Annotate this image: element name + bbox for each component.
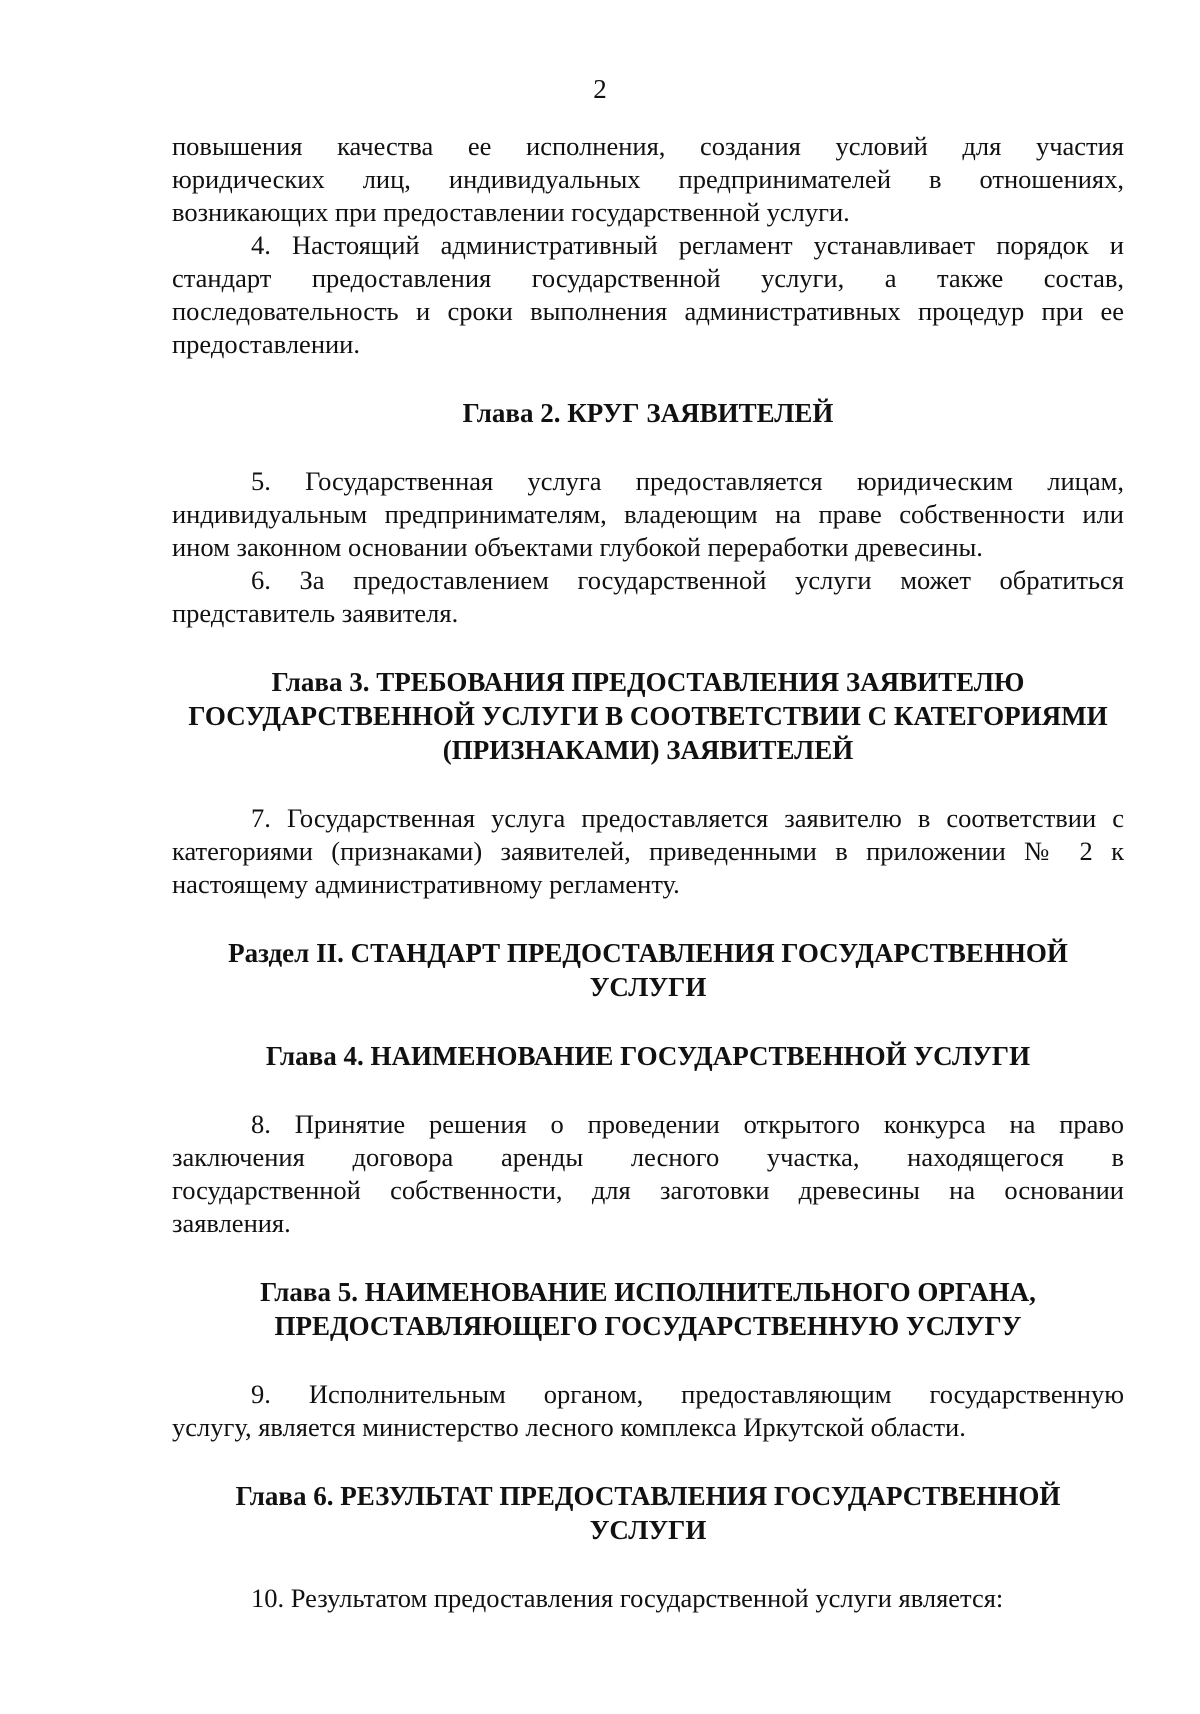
text-line: 7. Государственная услуга предоставляется заявителю в соответствии с <box>251 803 1124 833</box>
heading-line: Глава 2. КРУГ ЗАЯВИТЕЛЕЙ <box>462 398 834 428</box>
heading-line: ГОСУДАРСТВЕННОЙ УСЛУГИ В СООТВЕТСТВИИ С КАТЕГОРИЯМИ <box>188 701 1108 731</box>
text-line: 5. Государственная услуга предоставляется юридическим лицам, <box>251 466 1124 496</box>
heading-line: Глава 5. НАИМЕНОВАНИЕ ИСПОЛНИТЕЛЬНОГО ОРГАНА, <box>260 1277 1036 1307</box>
chapter-5-heading <box>172 1275 1124 1343</box>
text-line: заявления. <box>172 1208 291 1238</box>
heading-line: Глава 6. РЕЗУЛЬТАТ ПРЕДОСТАВЛЕНИЯ ГОСУДАРСТВЕННОЙ <box>235 1481 1061 1511</box>
heading-line: УСЛУГИ <box>589 972 707 1002</box>
chapter-6-heading <box>172 1479 1124 1547</box>
text-line: 6. За предоставлением государственной услуги может обратиться <box>251 565 1124 595</box>
heading-line: ПРЕДОСТАВЛЯЮЩЕГО ГОСУДАРСТВЕННУЮ УСЛУГУ <box>274 1311 1022 1341</box>
heading-line: Раздел II. СТАНДАРТ ПРЕДОСТАВЛЕНИЯ ГОСУДАРСТВЕННОЙ <box>228 938 1068 968</box>
paragraph-continuation <box>172 130 1124 229</box>
text-line: стандарт предоставления государственной услуги, а также состав, <box>172 263 1124 293</box>
text-line: юридических лиц, индивидуальных предпринимателей в отношениях, <box>172 164 1124 194</box>
heading-line: Глава 4. НАИМЕНОВАНИЕ ГОСУДАРСТВЕННОЙ УСЛУГИ <box>265 1041 1031 1071</box>
text-line: последовательность и сроки выполнения административных процедур при ее <box>172 296 1124 326</box>
chapter-4-heading <box>172 1039 1124 1073</box>
text-line: ином законном основании объектами глубокой переработки древесины. <box>172 532 983 562</box>
page-number: 2 <box>593 74 607 104</box>
text-line: предоставлении. <box>172 329 360 359</box>
heading-line: УСЛУГИ <box>589 1515 707 1545</box>
document-body <box>172 130 1124 1615</box>
text-line: представитель заявителя. <box>172 598 459 628</box>
paragraph-item-6 <box>172 564 1124 630</box>
heading-line: (ПРИЗНАКАМИ) ЗАЯВИТЕЛЕЙ <box>442 735 854 765</box>
paragraph-item-9 <box>172 1378 1124 1444</box>
text-line: 10. Результатом предоставления государственной услуги является: <box>251 1583 1004 1613</box>
text-line: 8. Принятие решения о проведении открытого конкурса на право <box>251 1109 1124 1139</box>
text-line: 9. Исполнительным органом, предоставляющим государственную <box>251 1379 1124 1409</box>
text-line: возникающих при предоставлении государственной услуги. <box>172 197 850 227</box>
paragraph-item-8 <box>172 1108 1124 1240</box>
paragraph-item-7 <box>172 802 1124 901</box>
paragraph-item-10 <box>172 1582 1124 1615</box>
text-line: индивидуальным предпринимателям, владеющим на праве собственности или <box>172 499 1124 529</box>
text-line: настоящему административному регламенту. <box>172 869 680 899</box>
heading-line: Глава 3. ТРЕБОВАНИЯ ПРЕДОСТАВЛЕНИЯ ЗАЯВИТЕЛЮ <box>271 667 1025 697</box>
paragraph-item-5 <box>172 465 1124 564</box>
chapter-2-heading <box>172 396 1124 430</box>
text-line: 4. Настоящий административный регламент устанавливает порядок и <box>251 230 1124 260</box>
text-line: услугу, является министерство лесного комплекса Иркутской области. <box>172 1412 966 1442</box>
text-line: заключения договора аренды лесного участка, находящегося в <box>172 1142 1124 1172</box>
paragraph-item-4 <box>172 229 1124 361</box>
section-2-heading <box>172 936 1124 1004</box>
text-line: государственной собственности, для заготовки древесины на основании <box>172 1175 1124 1205</box>
text-line: повышения качества ее исполнения, создания условий для участия <box>172 131 1124 161</box>
chapter-3-heading <box>172 665 1124 767</box>
text-line: категориями (признаками) заявителей, приведенными в приложении № 2 к <box>172 836 1124 866</box>
